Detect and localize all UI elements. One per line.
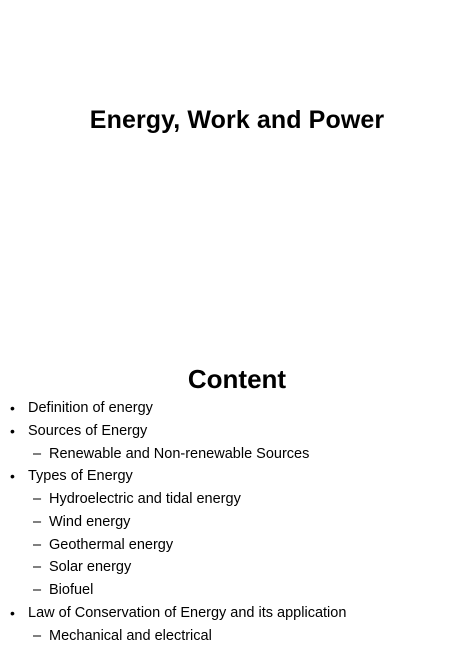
dash-marker: –	[33, 443, 41, 466]
bullet-text: Mechanical and electrical	[49, 625, 212, 647]
bullet-item	[0, 465, 474, 488]
slide-content	[0, 355, 474, 632]
bullet-text: Geothermal energy	[49, 534, 173, 557]
sub-bullet-item	[0, 625, 474, 647]
sub-bullet-item	[0, 488, 474, 511]
bullet-marker: •	[10, 420, 15, 443]
dash-marker: –	[33, 556, 41, 579]
bullet-marker: •	[10, 397, 15, 420]
sub-bullet-item	[0, 511, 474, 534]
dash-marker: –	[33, 579, 41, 602]
sub-bullet-item	[0, 579, 474, 602]
bullet-item	[0, 602, 474, 625]
sub-bullet-item	[0, 556, 474, 579]
bullet-text: Law of Conservation of Energy and its application	[28, 602, 346, 625]
content-bullet-list	[0, 397, 474, 647]
sub-bullet-item	[0, 443, 474, 466]
bullet-marker: •	[10, 602, 15, 625]
bullet-text: Types of Energy	[28, 465, 133, 488]
dash-marker: –	[33, 488, 41, 511]
bullet-text: Wind energy	[49, 511, 130, 534]
dash-marker: –	[33, 534, 41, 557]
content-heading: Content	[0, 364, 474, 395]
bullet-item	[0, 397, 474, 420]
bullet-text: Biofuel	[49, 579, 93, 602]
sub-bullet-item	[0, 534, 474, 557]
bullet-text: Definition of energy	[28, 397, 153, 420]
dash-marker: –	[33, 511, 41, 534]
bullet-text: Solar energy	[49, 556, 131, 579]
slide-title-heading: Energy, Work and Power	[0, 106, 474, 135]
bullet-text: Sources of Energy	[28, 420, 147, 443]
dash-marker: –	[33, 625, 41, 647]
bullet-text: Hydroelectric and tidal energy	[49, 488, 241, 511]
bullet-marker: •	[10, 465, 15, 488]
bullet-item	[0, 420, 474, 443]
bullet-text: Renewable and Non-renewable Sources	[49, 443, 309, 466]
